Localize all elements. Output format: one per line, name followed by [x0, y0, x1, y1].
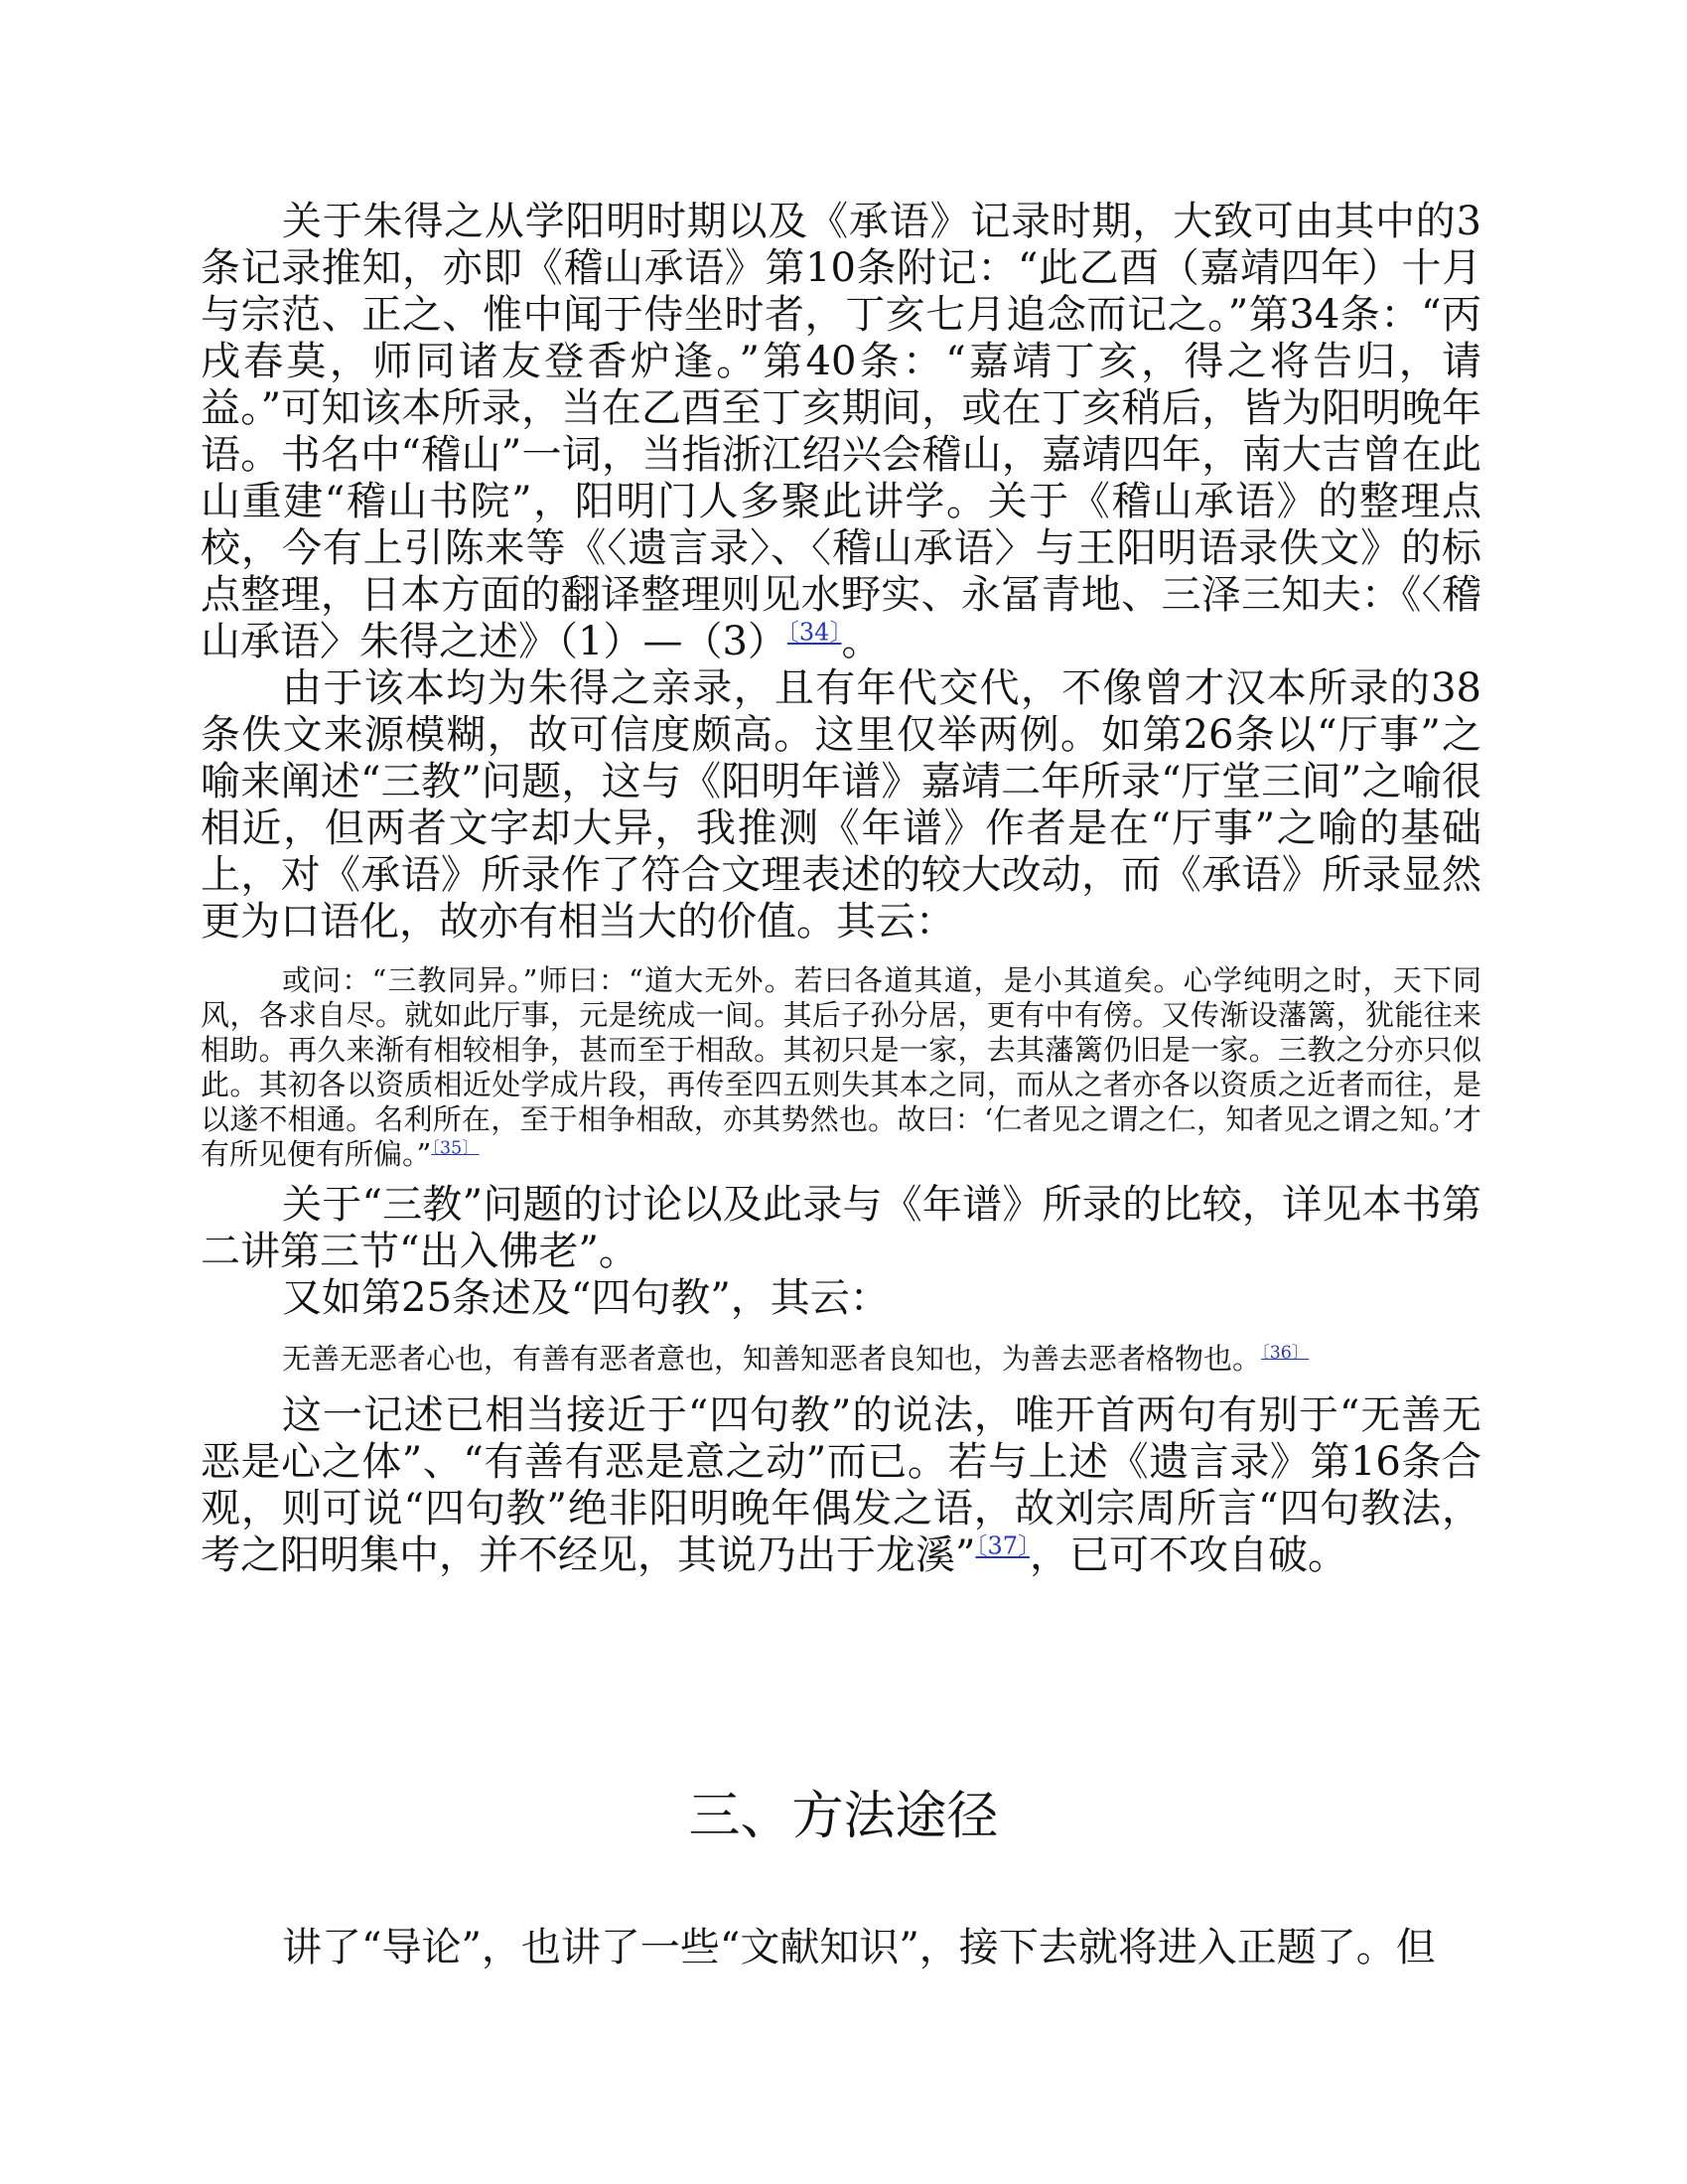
- paragraph-3: 关于“三教”问题的讨论以及此录与《年谱》所录的比较，详见本书第二讲第三节“出入佛老”。: [201, 1182, 1481, 1274]
- block-quote-2: [201, 1342, 1481, 1377]
- footnote-link-36[interactable]: 〔36〕: [1261, 1343, 1310, 1364]
- paragraph-5-text: 这一记述已相当接近于“四句教”的说法，唯开首两句有别于“无善无恶是心之体”、“有善有恶是意之动”而已。若与上述《遗言录》第16条合观，则可说“四句教”绝非阳明晚年偶发之语，故刘宗周所言“四句教法，考之阳明集中，并不经见，其说乃出于龙溪”: [201, 1392, 1481, 1578]
- block-quote-2-text: 无善无恶者心也，有善有恶者意也，知善知恶者良知也，为善去恶者格物也。: [282, 1342, 1262, 1376]
- footnote-link-34[interactable]: 〔34〕: [786, 618, 842, 647]
- paragraph-4: 又如第25条述及“四句教”，其云：: [282, 1275, 890, 1321]
- block-quote-1: [201, 963, 1481, 1172]
- footnote-link-37[interactable]: 〔37〕: [975, 1531, 1030, 1560]
- paragraph-5: [201, 1392, 1481, 1579]
- paragraph-5-end: ，已可不攻自破。: [1030, 1532, 1347, 1578]
- block-quote-1-text: 或问：“三教同异。”师曰：“道大无外。若曰各道其道，是小其道矣。心学纯明之时，天下同风，各求自尽。就如此厅事，元是统成一间。其后子孙分居，更有中有傍。又传渐设藩篱，犹能往来相助。再久来渐有相较相争，甚而至于相敌。其初只是一家，去其藩篱仍旧是一家。三教之分亦只似此。其初各以资质相近处学成片段，再传至四五则失其本之同，而从之者亦各以资质之近者而往，是以遂不相通。名利所在，至于相争相敌，亦其势然也。故曰：‘仁者见之谓之仁，知者见之谓之知。’才有所见便有所偏。”: [201, 963, 1481, 1171]
- lower-body: [201, 1925, 1481, 1971]
- upper-body: [201, 199, 1481, 1579]
- paragraph-1-text: 关于朱得之从学阳明时期以及《承语》记录时期，大致可由其中的3条记录推知，亦即《稽山承语》第10条附记：“此乙酉（嘉靖四年）十月与宗范、正之、惟中闻于侍坐时者，丁亥七月追念而记之。”第34条：“丙戌春莫，师同诸友登香炉逢。”第40条：“嘉靖丁亥，得之将告归，请益。”可知该本所录，当在乙酉至丁亥期间，或在丁亥稍后，皆为阳明晚年语。书名中“稽山”一词，当指浙江绍兴会稽山，嘉靖四年，南大吉曾在此山重建“稽山书院”，阳明门人多聚此讲学。关于《稽山承语》的整理点校，今有上引陈来等《〈遗言录〉、〈稽山承语〉与王阳明语录佚文》的标点整理，日本方面的翻译整理则见水野实、永冨青地、三泽三知夫：《〈稽山承语〉朱得之述》（1）—（3）: [201, 199, 1481, 664]
- paragraph-1-end: 。: [841, 619, 882, 664]
- footnote-link-35[interactable]: 〔35〕: [431, 1138, 480, 1159]
- paragraph-2: 由于该本均为朱得之亲录，且有年代交代，不像曾才汉本所录的38条佚文来源模糊，故可信度颇高。这里仅举两例。如第26条以“厅事”之喻来阐述“三教”问题，这与《阳明年谱》嘉靖二年所录“厅堂三间”之喻很相近，但两者文字却大异，我推测《年谱》作者是在“厅事”之喻的基础上，对《承语》所录作了符合文理表述的较大改动，而《承语》所录显然更为口语化，故亦有相当大的价值。其云：: [201, 665, 1481, 945]
- paragraph-6: 讲了“导论”，也讲了一些“文献知识”，接下去就将进入正题了。但: [282, 1925, 1436, 1970]
- section-heading: 三、方法途径: [688, 1787, 999, 1846]
- paragraph-1: [201, 199, 1481, 665]
